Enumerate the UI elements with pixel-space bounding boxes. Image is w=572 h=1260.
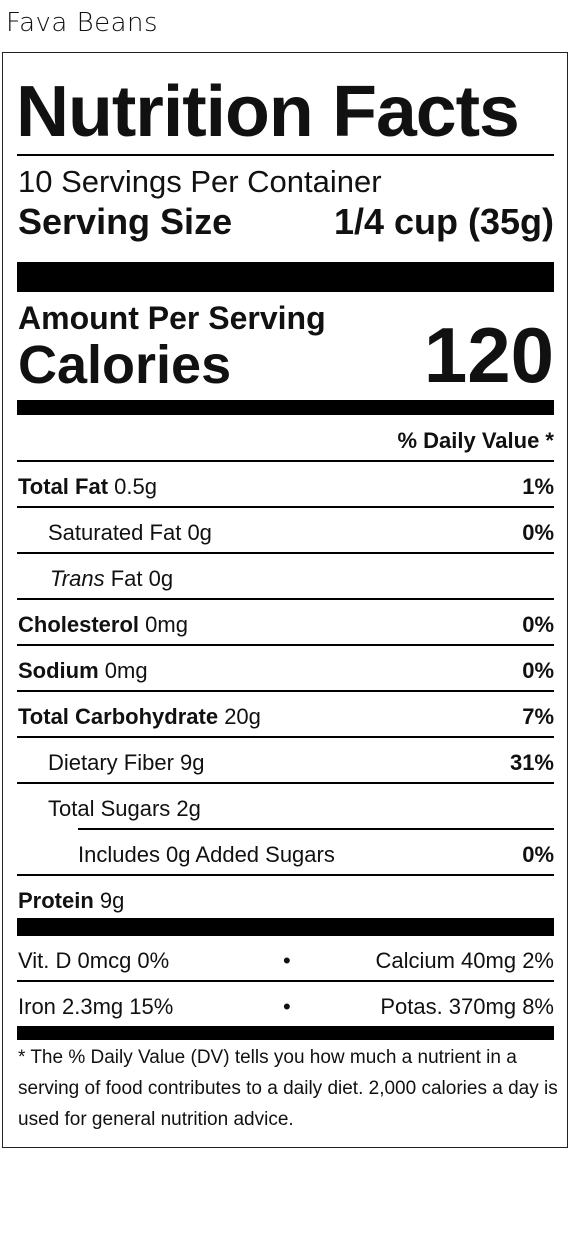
nutrient-name: Fat [110,566,143,591]
nutrient-dv: 1% [522,474,554,499]
nutrient-amount: 0.5g [114,474,157,499]
divider [17,154,554,156]
serving-size-value: 1/4 cup (35g) [333,201,554,242]
nutrient-amount: 0g [187,520,212,545]
amount-per-serving: Amount Per Serving [18,300,326,336]
divider [78,828,554,830]
nutrient-row-total-sugars [48,798,201,820]
divider [17,506,554,508]
nutrient-dv: 0% [522,520,554,545]
nutrient-dv: 0% [522,658,554,683]
calcium: Calcium 40mg 2% [375,948,554,973]
nutrient-row-sodium [18,660,148,682]
nutrient-amount: 9g [180,750,205,775]
nutrient-row-total-fat [18,476,157,498]
divider [17,644,554,646]
nutrient-amount: 2g [176,796,201,821]
daily-value-header: % Daily Value * [397,428,554,453]
nutrient-dv: 7% [522,704,554,729]
divider [17,552,554,554]
nutrient-amount: 9g [99,888,125,913]
divider [17,690,554,692]
bullet-separator: • [283,994,291,1019]
servings-per-container: 10 Servings Per Container [18,164,382,199]
nutrient-amount: 0mg [145,612,188,637]
nutrient-row-cholesterol [18,614,188,636]
divider [17,874,554,876]
potassium: Potas. 370mg 8% [380,994,554,1019]
nutrient-row-protein [18,890,124,912]
nutrient-name: Total Sugars [48,796,171,821]
calories-value: 120 [423,311,554,399]
serving-size-label: Serving Size [18,201,233,242]
divider [17,782,554,784]
nutrient-name: Total Carbohydrate [18,704,219,729]
divider [17,980,554,982]
nutrient-row-saturated-fat [48,522,212,544]
nutrient-amount: 20g [224,704,261,729]
nutrition-facts-title: Nutrition Facts [16,72,519,152]
nutrient-name: Cholesterol [18,612,140,637]
nutrient-name: Saturated Fat [48,520,182,545]
nutrient-name: Sodium [18,658,99,683]
nutrient-name: Protein [18,888,94,913]
divider [17,736,554,738]
thick-divider [17,262,554,292]
bullet-separator: • [283,948,291,973]
medium-divider [17,1026,554,1040]
medium-divider [17,400,554,415]
nutrient-name: Dietary Fiber [48,750,174,775]
thick-divider [17,918,554,936]
calories-label: Calories [18,335,232,395]
iron: Iron 2.3mg 15% [18,994,174,1019]
nutrient-row-added-sugars: Includes 0g Added Sugars [78,842,335,867]
nutrient-row-dietary-fiber [48,752,205,774]
nutrient-amount: 0g [148,566,174,591]
footnote: * The % Daily Value (DV) tells you how much a nutrient in a serving of food contributes to a daily diet. 2,000 calories a day is used for general nutrition advice. [18,1047,558,1130]
nutrient-name: Total Fat [18,474,109,499]
nutrient-dv: 0% [522,842,554,867]
nutrient-dv: 31% [509,750,554,775]
vitamin-d: Vit. D 0mcg 0% [18,948,170,973]
nutrient-name-italic: Trans [50,566,105,591]
product-name: Fava Beans [6,8,159,38]
nutrient-dv: 0% [522,612,554,637]
nutrient-amount: 0mg [104,658,148,683]
divider [17,598,554,600]
nutrient-row-trans-fat [50,568,173,590]
nutrient-row-total-carbohydrate [18,706,261,728]
divider [17,460,554,462]
